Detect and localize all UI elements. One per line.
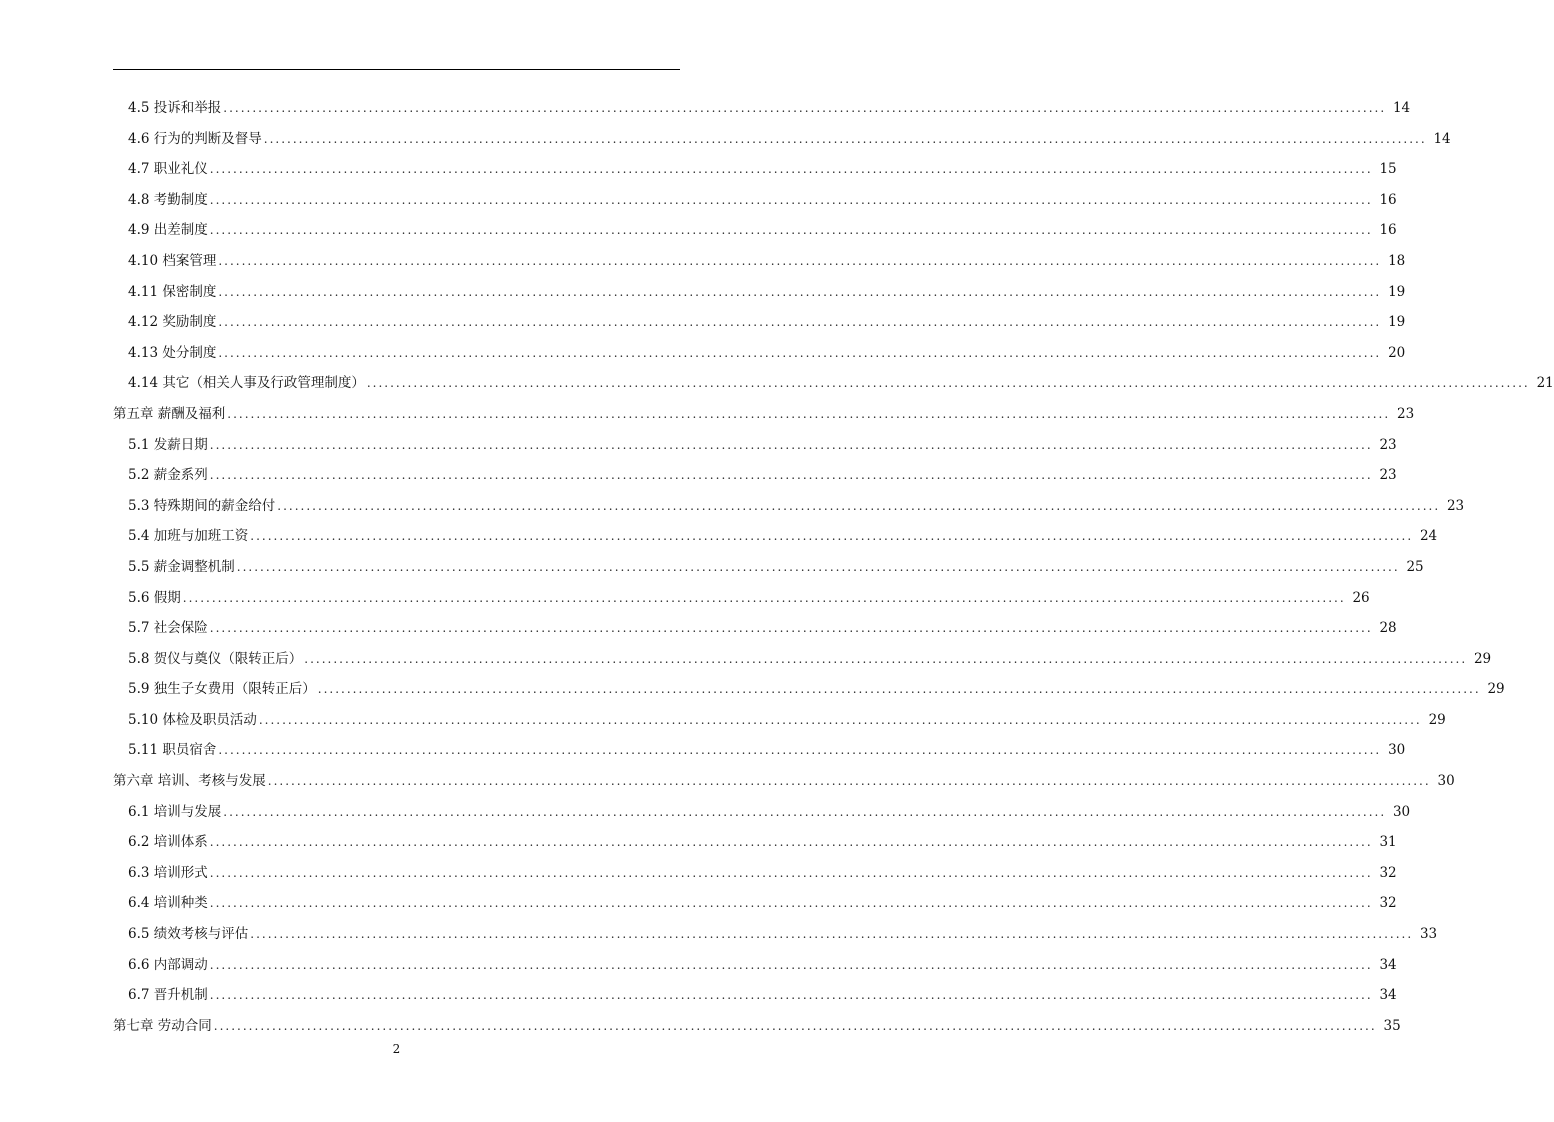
toc-dot-leader: ........................................................................................................................................................................................................	[209, 621, 1373, 636]
toc-section-entry[interactable]	[113, 613, 1397, 644]
toc-entry-page: 33	[1419, 926, 1438, 943]
toc-entry-page: 25	[1406, 558, 1424, 575]
toc-section-entry[interactable]	[113, 980, 1397, 1011]
toc-entry-label: 6.3 培训形式	[128, 864, 208, 881]
toc-section-entry[interactable]	[113, 215, 1397, 246]
toc-entry-label: 6.7 晋升机制	[128, 987, 208, 1004]
toc-entry-page: 14	[1433, 130, 1451, 147]
toc-dot-leader: ........................................................................................................................................................................................................	[304, 651, 1468, 666]
toc-dot-leader: ........................................................................................................................................................................................................	[209, 468, 1373, 483]
toc-section-entry[interactable]	[113, 124, 1451, 155]
toc-section-entry[interactable]	[113, 430, 1397, 461]
toc-dot-leader: ........................................................................................................................................................................................................	[209, 437, 1373, 452]
toc-dot-leader: ........................................................................................................................................................................................................	[218, 743, 1382, 758]
toc-entry-page: 30	[1392, 803, 1411, 820]
header-rule	[113, 69, 680, 70]
toc-entry-page: 32	[1379, 895, 1397, 912]
toc-entry-page: 24	[1419, 528, 1438, 545]
page-number: 2	[392, 1042, 401, 1056]
toc-dot-leader: ........................................................................................................................................................................................................	[250, 927, 1414, 942]
toc-dot-leader: ........................................................................................................................................................................................................	[227, 406, 1391, 421]
toc-entry-label: 4.9 出差制度	[128, 222, 208, 239]
toc-section-entry[interactable]	[113, 521, 1438, 552]
toc-entry-label: 6.5 绩效考核与评估	[128, 926, 249, 943]
toc-entry-label: 5.6 假期	[128, 589, 181, 606]
toc-entry-page: 18	[1388, 252, 1406, 269]
toc-section-entry[interactable]	[113, 93, 1411, 124]
toc-entry-page: 31	[1379, 834, 1397, 851]
toc-entry-label: 5.4 加班与加班工资	[128, 528, 249, 545]
toc-section-entry[interactable]	[113, 277, 1406, 308]
toc-section-entry[interactable]	[113, 338, 1406, 369]
toc-entry-label: 5.1 发薪日期	[128, 436, 208, 453]
toc-entry-page: 23	[1379, 436, 1397, 453]
toc-dot-leader: ........................................................................................................................................................................................................	[223, 804, 1387, 819]
toc-dot-leader: ........................................................................................................................................................................................................	[366, 376, 1530, 391]
toc-dot-leader: ........................................................................................................................................................................................................	[236, 559, 1400, 574]
toc-entry-page: 20	[1388, 344, 1406, 361]
toc-chapter-entry[interactable]	[113, 399, 1415, 430]
toc-section-entry[interactable]	[113, 491, 1465, 522]
toc-entry-page: 35	[1383, 1017, 1401, 1034]
toc-entry-label: 5.2 薪金系列	[128, 467, 208, 484]
toc-dot-leader: ........................................................................................................................................................................................................	[209, 865, 1373, 880]
toc-section-entry[interactable]	[113, 368, 1554, 399]
toc-entry-label: 4.5 投诉和举报	[128, 100, 222, 116]
toc-entry-label: 4.7 职业礼仪	[128, 161, 208, 178]
toc-entry-page: 34	[1379, 987, 1397, 1004]
toc-entry-page: 19	[1388, 314, 1406, 331]
toc-dot-leader: ........................................................................................................................................................................................................	[209, 162, 1373, 177]
toc-section-entry[interactable]	[113, 735, 1406, 766]
toc-dot-leader: ........................................................................................................................................................................................................	[218, 345, 1382, 360]
toc-dot-leader: ........................................................................................................................................................................................................	[209, 192, 1373, 207]
toc-dot-leader: ........................................................................................................................................................................................................	[218, 253, 1382, 268]
toc-dot-leader: ........................................................................................................................................................................................................	[258, 712, 1422, 727]
toc-entry-label: 4.13 处分制度	[128, 344, 217, 361]
toc-entry-label: 4.11 保密制度	[128, 283, 217, 300]
toc-section-entry[interactable]	[113, 307, 1406, 338]
toc-entry-page: 29	[1487, 681, 1505, 698]
table-of-contents	[113, 93, 1554, 1041]
toc-entry-label: 5.9 独生子女费用（限转正后）	[128, 681, 316, 698]
toc-entry-label: 6.1 培训与发展	[128, 803, 222, 820]
toc-entry-label: 5.5 薪金调整机制	[128, 558, 235, 575]
toc-chapter-entry[interactable]	[113, 766, 1455, 797]
toc-entry-label: 第六章 培训、考核与发展	[113, 773, 266, 790]
toc-dot-leader: ........................................................................................................................................................................................................	[213, 1018, 1377, 1033]
toc-dot-leader: ........................................................................................................................................................................................................	[317, 682, 1481, 697]
toc-entry-page: 23	[1379, 467, 1397, 484]
toc-section-entry[interactable]	[113, 583, 1370, 614]
toc-section-entry[interactable]	[113, 950, 1397, 981]
toc-dot-leader: ........................................................................................................................................................................................................	[182, 590, 1346, 605]
toc-entry-page: 29	[1428, 711, 1446, 728]
toc-dot-leader: ........................................................................................................................................................................................................	[263, 131, 1427, 146]
toc-entry-page: 23	[1446, 497, 1465, 514]
toc-dot-leader: ........................................................................................................................................................................................................	[209, 957, 1373, 972]
toc-section-entry[interactable]	[113, 919, 1438, 950]
toc-section-entry[interactable]	[113, 246, 1406, 277]
toc-entry-page: 26	[1352, 589, 1370, 606]
toc-entry-label: 第七章 劳动合同	[113, 1017, 212, 1034]
toc-entry-page: 15	[1379, 161, 1397, 178]
toc-dot-leader: ........................................................................................................................................................................................................	[209, 223, 1373, 238]
toc-entry-label: 4.14 其它（相关人事及行政管理制度）	[128, 375, 365, 392]
toc-entry-page: 32	[1379, 864, 1397, 881]
toc-entry-page: 16	[1379, 222, 1397, 239]
toc-entry-page: 23	[1397, 405, 1415, 422]
toc-dot-leader: ........................................................................................................................................................................................................	[209, 835, 1373, 850]
toc-entry-label: 4.10 档案管理	[128, 252, 217, 269]
toc-entry-page: 28	[1379, 620, 1397, 637]
toc-section-entry[interactable]	[113, 674, 1505, 705]
toc-entry-label: 5.8 贺仪与奠仪（限转正后）	[128, 650, 303, 667]
toc-entry-label: 5.7 社会保险	[128, 620, 208, 637]
toc-section-entry[interactable]	[113, 797, 1411, 828]
toc-section-entry[interactable]	[113, 705, 1446, 736]
toc-entry-page: 19	[1388, 283, 1406, 300]
toc-dot-leader: ........................................................................................................................................................................................................	[267, 774, 1431, 789]
toc-dot-leader: ........................................................................................................................................................................................................	[218, 284, 1382, 299]
toc-entry-label: 5.3 特殊期间的薪金给付	[128, 497, 276, 514]
toc-chapter-entry[interactable]	[113, 1011, 1401, 1042]
toc-dot-leader: ........................................................................................................................................................................................................	[250, 529, 1414, 544]
toc-dot-leader: ........................................................................................................................................................................................................	[223, 101, 1387, 115]
toc-section-entry[interactable]	[113, 827, 1397, 858]
toc-entry-label: 6.2 培训体系	[128, 834, 208, 851]
toc-entry-label: 4.12 奖励制度	[128, 314, 217, 331]
toc-entry-page: 29	[1473, 650, 1492, 667]
toc-entry-label: 5.11 职员宿舍	[128, 742, 217, 759]
toc-section-entry[interactable]	[113, 552, 1424, 583]
toc-section-entry[interactable]	[113, 185, 1397, 216]
toc-section-entry[interactable]	[113, 460, 1397, 491]
toc-entry-page: 16	[1379, 191, 1397, 208]
toc-section-entry[interactable]	[113, 888, 1397, 919]
toc-entry-label: 5.10 体检及职员活动	[128, 711, 257, 728]
toc-entry-label: 第五章 薪酬及福利	[113, 405, 226, 422]
toc-entry-page: 21	[1536, 375, 1554, 392]
toc-dot-leader: ........................................................................................................................................................................................................	[277, 498, 1441, 513]
toc-section-entry[interactable]	[113, 644, 1492, 675]
toc-dot-leader: ........................................................................................................................................................................................................	[209, 896, 1373, 911]
toc-section-entry[interactable]	[113, 154, 1397, 185]
toc-entry-label: 4.6 行为的判断及督导	[128, 130, 262, 147]
toc-dot-leader: ........................................................................................................................................................................................................	[209, 988, 1373, 1003]
toc-entry-page: 30	[1437, 773, 1455, 790]
toc-section-entry[interactable]	[113, 858, 1397, 889]
toc-entry-page: 34	[1379, 956, 1397, 973]
toc-entry-label: 6.4 培训种类	[128, 895, 208, 912]
toc-entry-label: 6.6 内部调动	[128, 956, 208, 973]
toc-entry-page: 14	[1392, 100, 1411, 116]
toc-dot-leader: ........................................................................................................................................................................................................	[218, 315, 1382, 330]
toc-entry-label: 4.8 考勤制度	[128, 191, 208, 208]
toc-entry-page: 30	[1388, 742, 1406, 759]
